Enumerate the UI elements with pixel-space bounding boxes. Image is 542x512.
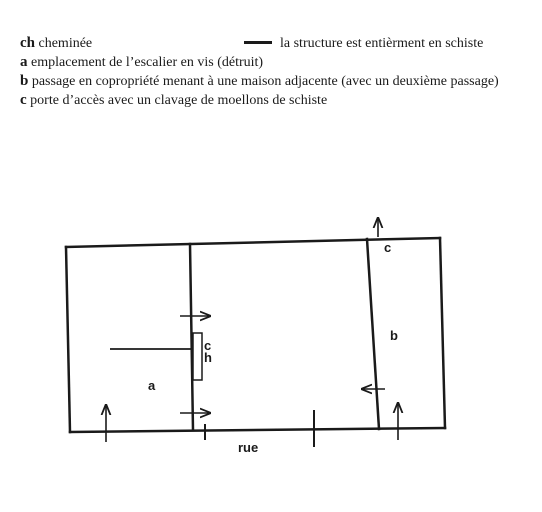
legend-key-b: b [20, 73, 29, 89]
legend-key-a: a [20, 54, 28, 70]
legend-text-c: porte d’accès avec un clavage de moellons de schiste [30, 93, 328, 108]
label-c-door: c [384, 240, 392, 255]
label-a: a [148, 378, 156, 393]
wall-east [440, 238, 445, 428]
legend-key-c: c [20, 92, 27, 108]
legend-text-a: emplacement de l’escalier en vis (détruit) [31, 55, 264, 70]
legend-key-ch: ch [20, 35, 35, 51]
legend-text-structure: la structure est entièrment en schiste [280, 36, 484, 51]
legend-text-ch: cheminée [38, 36, 93, 51]
label-chimney-h: h [204, 350, 212, 365]
wall-street [70, 428, 445, 432]
chimney [193, 333, 202, 380]
wall-passage [367, 239, 379, 429]
label-b: b [390, 328, 398, 343]
label-chimney-c: c [204, 338, 212, 353]
label-rue: rue [238, 440, 259, 455]
legend-text-b: passage en copropriété menant à une maison adjacente (avec un deuxième passage) [31, 74, 499, 89]
wall-west [66, 247, 70, 432]
